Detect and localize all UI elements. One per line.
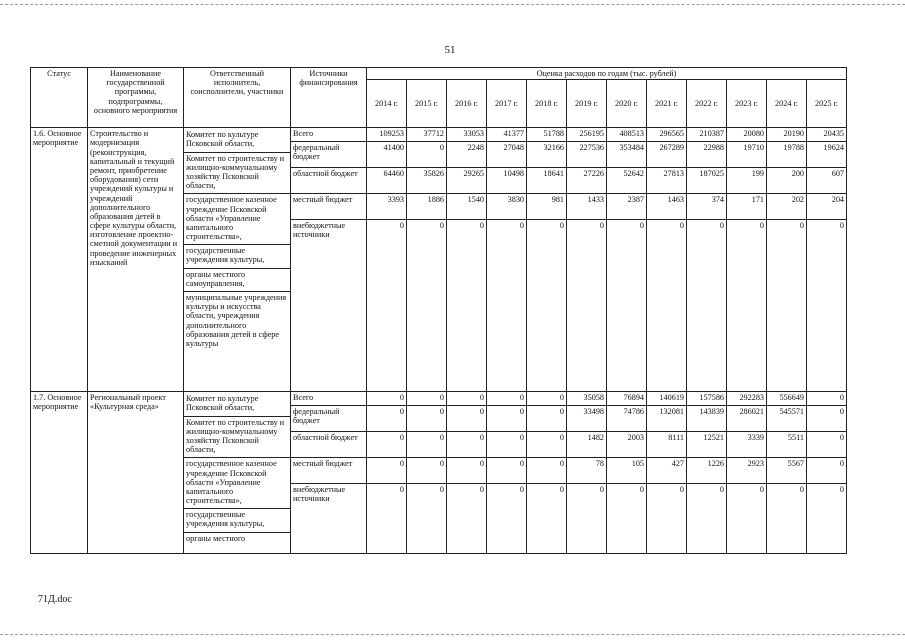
value-cell: 0 bbox=[407, 142, 447, 168]
source-cell: областной бюджет bbox=[291, 168, 367, 194]
value-cell: 1482 bbox=[567, 432, 607, 458]
value-cell: 0 bbox=[407, 406, 447, 432]
responsible-item: Комитет по культуре Псковской области, bbox=[184, 393, 290, 416]
value-cell: 0 bbox=[407, 392, 447, 406]
value-cell: 0 bbox=[807, 484, 847, 554]
value-cell: 143839 bbox=[687, 406, 727, 432]
value-cell: 607 bbox=[807, 168, 847, 194]
source-cell: местный бюджет bbox=[291, 194, 367, 220]
value-cell: 0 bbox=[447, 484, 487, 554]
value-cell: 0 bbox=[407, 432, 447, 458]
value-cell: 0 bbox=[447, 220, 487, 392]
value-cell: 33498 bbox=[567, 406, 607, 432]
value-cell: 51788 bbox=[527, 128, 567, 142]
value-cell: 1433 bbox=[567, 194, 607, 220]
value-cell: 5567 bbox=[767, 458, 807, 484]
value-cell: 35826 bbox=[407, 168, 447, 194]
value-cell: 78 bbox=[567, 458, 607, 484]
value-cell: 27226 bbox=[567, 168, 607, 194]
value-cell: 286021 bbox=[727, 406, 767, 432]
value-cell: 0 bbox=[367, 406, 407, 432]
responsible-item: органы местного самоуправления, bbox=[184, 269, 290, 292]
value-cell: 0 bbox=[447, 458, 487, 484]
header-name: Наименование государственной программы, подпрограммы, основного мероприятия bbox=[88, 68, 184, 128]
value-cell: 0 bbox=[407, 220, 447, 392]
value-cell: 52642 bbox=[607, 168, 647, 194]
value-cell: 27813 bbox=[647, 168, 687, 194]
source-cell: Всего bbox=[291, 128, 367, 142]
header-year: 2021 г. bbox=[647, 80, 687, 128]
value-cell: 19788 bbox=[767, 142, 807, 168]
responsible-item: государственное казенное учреждение Псковской области «Управление капитального строительства», bbox=[184, 458, 290, 509]
value-cell: 74786 bbox=[607, 406, 647, 432]
value-cell: 408513 bbox=[607, 128, 647, 142]
value-cell: 292283 bbox=[727, 392, 767, 406]
value-cell: 427 bbox=[647, 458, 687, 484]
source-cell: Всего bbox=[291, 392, 367, 406]
value-cell: 0 bbox=[487, 458, 527, 484]
value-cell: 12521 bbox=[687, 432, 727, 458]
value-cell: 0 bbox=[367, 220, 407, 392]
value-cell: 0 bbox=[767, 484, 807, 554]
value-cell: 0 bbox=[487, 220, 527, 392]
value-cell: 0 bbox=[407, 458, 447, 484]
value-cell: 76894 bbox=[607, 392, 647, 406]
value-cell: 3393 bbox=[367, 194, 407, 220]
value-cell: 10498 bbox=[487, 168, 527, 194]
value-cell: 19710 bbox=[727, 142, 767, 168]
value-cell: 0 bbox=[447, 406, 487, 432]
value-cell: 29265 bbox=[447, 168, 487, 194]
value-cell: 256195 bbox=[567, 128, 607, 142]
value-cell: 41377 bbox=[487, 128, 527, 142]
value-cell: 171 bbox=[727, 194, 767, 220]
value-cell: 32166 bbox=[527, 142, 567, 168]
header-year: 2019 г. bbox=[567, 80, 607, 128]
status-cell: 1.6. Основное мероприятие bbox=[31, 128, 88, 392]
responsible-cell bbox=[184, 128, 291, 392]
responsible-item: государственные учреждения культуры, bbox=[184, 509, 290, 532]
value-cell: 0 bbox=[687, 484, 727, 554]
value-cell: 0 bbox=[567, 220, 607, 392]
status-cell: 1.7. Основное мероприятие bbox=[31, 392, 88, 554]
responsible-item: Комитет по строительству и жилищно-коммунальному хозяйству Псковской области, bbox=[184, 153, 290, 195]
value-cell: 0 bbox=[527, 392, 567, 406]
bottom-border-line bbox=[0, 634, 905, 636]
value-cell: 140619 bbox=[647, 392, 687, 406]
value-cell: 0 bbox=[367, 432, 407, 458]
value-cell: 0 bbox=[727, 484, 767, 554]
value-cell: 374 bbox=[687, 194, 727, 220]
header-year: 2014 г. bbox=[367, 80, 407, 128]
source-cell: местный бюджет bbox=[291, 458, 367, 484]
value-cell: 0 bbox=[487, 432, 527, 458]
value-cell: 200 bbox=[767, 168, 807, 194]
value-cell: 199 bbox=[727, 168, 767, 194]
value-cell: 556649 bbox=[767, 392, 807, 406]
value-cell: 0 bbox=[647, 220, 687, 392]
header-status: Статус bbox=[31, 68, 88, 128]
responsible-cell bbox=[184, 392, 291, 554]
page-number: 51 bbox=[444, 44, 456, 56]
value-cell: 0 bbox=[407, 484, 447, 554]
value-cell: 0 bbox=[487, 392, 527, 406]
value-cell: 0 bbox=[367, 392, 407, 406]
name-cell: Строительство и модернизация (реконструкция, капитальный и текущий ремонт, приобретение оборудования) сети учреждений культуры и учреждений дополнительного образования детей в сфере культуры области, изготовление проектно-сметной документации и проведение инженерных изысканий bbox=[88, 128, 184, 392]
value-cell: 2003 bbox=[607, 432, 647, 458]
source-cell: федеральный бюджет bbox=[291, 142, 367, 168]
value-cell: 8111 bbox=[647, 432, 687, 458]
value-cell: 202 bbox=[767, 194, 807, 220]
value-cell: 981 bbox=[527, 194, 567, 220]
table-row bbox=[31, 128, 847, 142]
value-cell: 296565 bbox=[647, 128, 687, 142]
value-cell: 2248 bbox=[447, 142, 487, 168]
value-cell: 109253 bbox=[367, 128, 407, 142]
responsible-item: Комитет по строительству и жилищно-коммунальному хозяйству Псковской области, bbox=[184, 417, 290, 459]
header-estimate: Оценка расходов по годам (тыс. рублей) bbox=[367, 68, 847, 80]
value-cell: 0 bbox=[607, 220, 647, 392]
value-cell: 0 bbox=[527, 406, 567, 432]
expenses-table bbox=[30, 67, 847, 554]
value-cell: 0 bbox=[807, 432, 847, 458]
value-cell: 19624 bbox=[807, 142, 847, 168]
source-cell: федеральный бюджет bbox=[291, 406, 367, 432]
header-year: 2023 г. bbox=[727, 80, 767, 128]
value-cell: 0 bbox=[527, 432, 567, 458]
value-cell: 5511 bbox=[767, 432, 807, 458]
value-cell: 37712 bbox=[407, 128, 447, 142]
value-cell: 0 bbox=[367, 484, 407, 554]
header-year: 2017 г. bbox=[487, 80, 527, 128]
value-cell: 1540 bbox=[447, 194, 487, 220]
value-cell: 210387 bbox=[687, 128, 727, 142]
value-cell: 27048 bbox=[487, 142, 527, 168]
value-cell: 267289 bbox=[647, 142, 687, 168]
value-cell: 0 bbox=[527, 220, 567, 392]
value-cell: 105 bbox=[607, 458, 647, 484]
value-cell: 35058 bbox=[567, 392, 607, 406]
value-cell: 0 bbox=[687, 220, 727, 392]
footer-filename: 71Д.doc bbox=[38, 594, 72, 605]
source-cell: внебюджетные источники bbox=[291, 484, 367, 554]
value-cell: 3339 bbox=[727, 432, 767, 458]
value-cell: 20190 bbox=[767, 128, 807, 142]
value-cell: 22988 bbox=[687, 142, 727, 168]
value-cell: 0 bbox=[367, 458, 407, 484]
value-cell: 0 bbox=[807, 406, 847, 432]
value-cell: 20435 bbox=[807, 128, 847, 142]
value-cell: 353484 bbox=[607, 142, 647, 168]
value-cell: 1463 bbox=[647, 194, 687, 220]
source-cell: внебюджетные источники bbox=[291, 220, 367, 392]
value-cell: 0 bbox=[727, 220, 767, 392]
value-cell: 0 bbox=[447, 392, 487, 406]
responsible-item: государственные учреждения культуры, bbox=[184, 245, 290, 268]
responsible-item: государственное казенное учреждение Псковской области «Управление капитального строительства», bbox=[184, 194, 290, 245]
header-year: 2024 г. bbox=[767, 80, 807, 128]
header-year: 2018 г. bbox=[527, 80, 567, 128]
value-cell: 157586 bbox=[687, 392, 727, 406]
name-cell: Региональный проект «Культурная среда» bbox=[88, 392, 184, 554]
value-cell: 41400 bbox=[367, 142, 407, 168]
value-cell: 0 bbox=[807, 220, 847, 392]
value-cell: 187025 bbox=[687, 168, 727, 194]
header-year: 2025 г. bbox=[807, 80, 847, 128]
header-year: 2015 г. bbox=[407, 80, 447, 128]
value-cell: 0 bbox=[807, 458, 847, 484]
value-cell: 1226 bbox=[687, 458, 727, 484]
value-cell: 18641 bbox=[527, 168, 567, 194]
value-cell: 20080 bbox=[727, 128, 767, 142]
value-cell: 3830 bbox=[487, 194, 527, 220]
value-cell: 0 bbox=[807, 392, 847, 406]
header-year: 2022 г. bbox=[687, 80, 727, 128]
value-cell: 0 bbox=[567, 484, 607, 554]
value-cell: 0 bbox=[447, 432, 487, 458]
value-cell: 33053 bbox=[447, 128, 487, 142]
header-sources: Источники финансирования bbox=[291, 68, 367, 128]
header-year: 2016 г. bbox=[447, 80, 487, 128]
value-cell: 0 bbox=[487, 484, 527, 554]
value-cell: 0 bbox=[527, 484, 567, 554]
value-cell: 0 bbox=[767, 220, 807, 392]
top-border-line bbox=[0, 4, 905, 6]
value-cell: 1886 bbox=[407, 194, 447, 220]
value-cell: 0 bbox=[607, 484, 647, 554]
source-cell: областной бюджет bbox=[291, 432, 367, 458]
header-year: 2020 г. bbox=[607, 80, 647, 128]
value-cell: 545571 bbox=[767, 406, 807, 432]
header-responsible: Ответственный исполнитель, соисполнители, участники bbox=[184, 68, 291, 128]
value-cell: 0 bbox=[527, 458, 567, 484]
value-cell: 132081 bbox=[647, 406, 687, 432]
value-cell: 2387 bbox=[607, 194, 647, 220]
value-cell: 2923 bbox=[727, 458, 767, 484]
table-row bbox=[31, 392, 847, 406]
value-cell: 64460 bbox=[367, 168, 407, 194]
value-cell: 0 bbox=[647, 484, 687, 554]
responsible-item: органы местного bbox=[186, 533, 246, 543]
responsible-item: муниципальные учреждения культуры и искусства области, учреждения дополнительного образования детей в сфере культуры bbox=[186, 293, 287, 348]
value-cell: 227536 bbox=[567, 142, 607, 168]
responsible-item: Комитет по культуре Псковской области, bbox=[184, 129, 290, 152]
value-cell: 0 bbox=[487, 406, 527, 432]
value-cell: 204 bbox=[807, 194, 847, 220]
